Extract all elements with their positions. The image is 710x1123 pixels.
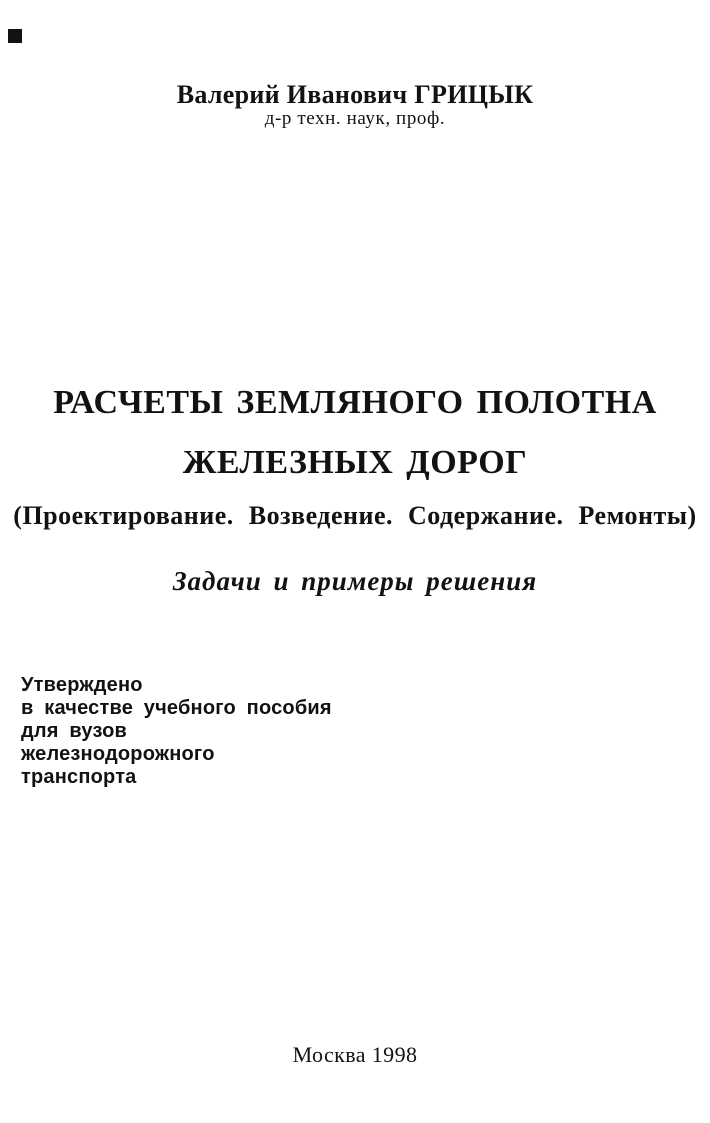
approval-line: в качестве учебного пособия	[21, 697, 332, 719]
approval-line: железнодорожного	[21, 743, 215, 765]
approval-line: Утверждено	[21, 674, 143, 696]
book-tagline: Задачи и примеры решения	[172, 566, 538, 596]
approval-block	[21, 674, 421, 789]
book-subtitle: (Проектирование. Возведение. Содержание. Ремонты)	[13, 501, 697, 530]
approval-line: транспорта	[21, 766, 137, 788]
book-title-line-2: ЖЕЛЕЗНЫХ ДОРОГ	[182, 444, 528, 481]
imprint-city-year: Москва 1998	[292, 1042, 418, 1067]
corner-registration-mark	[8, 29, 22, 43]
author-degree: д-р техн. наук, проф.	[264, 108, 446, 129]
book-title-line-1: РАСЧЕТЫ ЗЕМЛЯНОГО ПОЛОТНА	[53, 384, 657, 421]
approval-line: для вузов	[21, 720, 128, 742]
author-name: Валерий Иванович ГРИЦЫК	[176, 80, 534, 109]
